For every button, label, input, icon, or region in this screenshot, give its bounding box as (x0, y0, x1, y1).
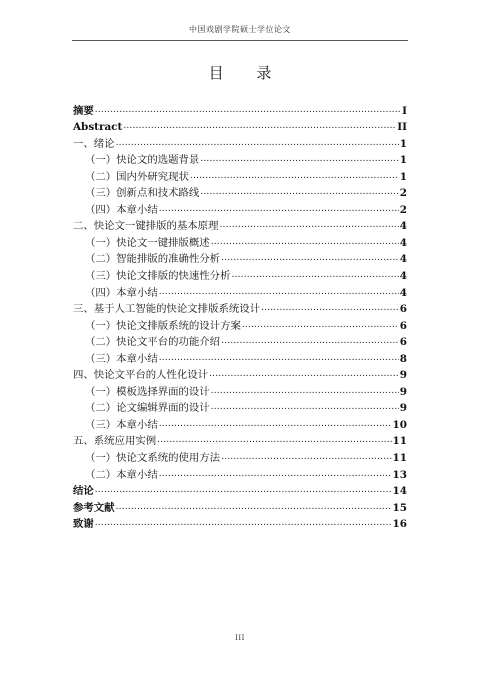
toc-entry[interactable] (73, 249, 407, 266)
dot-leader (116, 139, 399, 148)
toc-entry-page: 1 (399, 137, 407, 150)
toc-entry-label: 本章小结 (116, 203, 158, 216)
toc-entry[interactable] (73, 514, 407, 531)
dot-leader (95, 106, 401, 115)
toc-entry-page: 9 (399, 385, 407, 398)
dot-leader (159, 354, 399, 363)
toc-entry-label: 结论 (73, 485, 94, 498)
toc-entry-number: （二） (85, 402, 117, 415)
dot-leader (200, 155, 398, 164)
toc-title: 目 录 (208, 64, 286, 82)
toc-entry-page: 4 (399, 220, 407, 233)
dot-leader (157, 436, 391, 445)
toc-entry-label: 摘要 (73, 104, 94, 117)
toc-entry[interactable] (73, 232, 407, 249)
toc-entry-label: 快论文平台的人性化设计 (93, 369, 209, 382)
toc-entry-page: 9 (399, 369, 407, 382)
toc-entry[interactable] (73, 100, 407, 117)
dot-leader (159, 420, 392, 429)
toc-entry-label: 本章小结 (116, 418, 158, 431)
toc-entry-number: 一、 (73, 137, 94, 150)
toc-entry-page: 10 (392, 418, 407, 431)
toc-entry-label: 致谢 (73, 518, 94, 531)
toc-entry[interactable] (73, 332, 407, 349)
toc-entry-label: 本章小结 (116, 352, 158, 365)
toc-entry[interactable] (73, 481, 407, 498)
dot-leader (221, 453, 391, 462)
toc-entry-label: 智能排版的准确性分析 (116, 253, 221, 266)
toc-entry[interactable] (73, 348, 407, 365)
toc-entry-label: 基于人工智能的快论文排版系统设计 (93, 303, 261, 316)
toc-entry-page: 6 (399, 336, 407, 349)
toc-entry-page: II (397, 121, 407, 134)
toc-entry-number: （三） (85, 187, 117, 200)
toc-entry[interactable] (73, 447, 407, 464)
toc-entry-number: （四） (85, 203, 117, 216)
toc-entry-label: 模板选择界面的设计 (116, 385, 210, 398)
dot-leader (211, 238, 399, 247)
toc-entry-number: （四） (85, 286, 117, 299)
toc-entry-number: 四、 (73, 369, 94, 382)
toc-entry-page: I (402, 104, 407, 117)
toc-entry-label: 快论文系统的使用方法 (116, 452, 221, 465)
toc-entry[interactable] (73, 299, 407, 316)
dot-leader (159, 205, 399, 214)
toc-entry-label: 快论文一键排版的基本原理 (93, 220, 219, 233)
toc-entry-label: 快论文平台的功能介绍 (116, 336, 221, 349)
toc-entry[interactable] (73, 497, 407, 514)
toc-entry-number: （一） (85, 385, 117, 398)
dot-leader (219, 221, 398, 230)
dot-leader (190, 172, 399, 181)
toc-entry-number: （三） (85, 270, 117, 283)
toc-entry-page: 4 (399, 286, 407, 299)
dot-leader (159, 288, 399, 297)
toc-entry-number: （一） (85, 452, 117, 465)
toc-entry-page: 4 (399, 253, 407, 266)
dot-leader (221, 254, 399, 263)
dot-leader (200, 188, 398, 197)
toc-entry[interactable] (73, 464, 407, 481)
toc-entry-page: 1 (399, 170, 407, 183)
toc-entry[interactable] (73, 431, 407, 448)
toc-entry-label: 国内外研究现状 (116, 170, 189, 183)
toc-entry[interactable] (73, 365, 407, 382)
page-number: III (235, 634, 245, 642)
toc-entry-number: （一） (85, 236, 117, 249)
toc-entry-label: 论文编辑界面的设计 (116, 402, 210, 415)
toc-entry-page: 11 (392, 452, 407, 465)
toc-entry-label: 快论文的选题背景 (116, 154, 200, 167)
toc-entry[interactable] (73, 133, 407, 150)
dot-leader (209, 370, 399, 379)
toc-entry[interactable] (73, 216, 407, 233)
toc-entry[interactable] (73, 166, 407, 183)
toc-entry-page: 1 (399, 154, 407, 167)
toc-entry-page: 9 (399, 402, 407, 415)
toc-entry-page: 2 (399, 203, 407, 216)
toc-entry[interactable] (73, 282, 407, 299)
toc-entry-label: Abstract (73, 121, 123, 134)
toc-entry-page: 16 (392, 518, 407, 531)
dot-leader (95, 519, 392, 528)
toc-entry-number: （三） (85, 418, 117, 431)
toc-entry-number: （二） (85, 468, 117, 481)
toc-entry-number: （二） (85, 170, 117, 183)
toc-entry-number: （三） (85, 352, 117, 365)
toc-entry[interactable] (73, 183, 407, 200)
toc-entry-page: 4 (399, 270, 407, 283)
toc-entry[interactable] (73, 381, 407, 398)
toc-entry-label: 绪论 (93, 137, 115, 150)
toc-entry[interactable] (73, 315, 407, 332)
toc-entry-number: （一） (85, 154, 117, 167)
toc-entry-page: 13 (392, 468, 407, 481)
toc-entry-label: 参考文献 (73, 501, 115, 514)
dot-leader (123, 122, 396, 131)
toc-entry-page: 4 (399, 236, 407, 249)
toc-entry-page: 2 (399, 187, 407, 200)
dot-leader (116, 503, 392, 512)
toc-entry[interactable] (73, 265, 407, 282)
table-of-contents (73, 100, 407, 530)
toc-entry-number: （一） (85, 319, 117, 332)
toc-entry[interactable] (73, 199, 407, 216)
toc-entry-page: 11 (392, 435, 407, 448)
dot-leader (211, 403, 399, 412)
dot-leader (95, 486, 392, 495)
toc-entry-label: 快论文一键排版概述 (116, 236, 210, 249)
dot-leader (211, 387, 399, 396)
toc-entry-number: 五、 (73, 435, 94, 448)
toc-entry-label: 快论文排版的快速性分析 (116, 270, 231, 283)
toc-entry[interactable] (73, 117, 407, 134)
toc-entry[interactable] (73, 150, 407, 167)
toc-entry-number: （二） (85, 336, 117, 349)
dot-leader (159, 470, 392, 479)
toc-entry-page: 6 (399, 319, 407, 332)
toc-entry-page: 8 (399, 352, 407, 365)
toc-entry[interactable] (73, 414, 407, 431)
toc-entry-number: 二、 (73, 220, 94, 233)
toc-entry-label: 本章小结 (116, 468, 158, 481)
toc-entry-label: 本章小结 (116, 286, 158, 299)
dot-leader (261, 304, 399, 313)
toc-entry-page: 6 (399, 303, 407, 316)
dot-leader (221, 337, 399, 346)
dot-leader (242, 321, 399, 330)
toc-entry-page: 15 (392, 501, 407, 514)
running-header: 中国戏剧学院硕士学位论文 (189, 25, 291, 34)
toc-entry-number: 三、 (73, 303, 94, 316)
toc-entry-number: （二） (85, 253, 117, 266)
toc-entry-label: 创新点和技术路线 (116, 187, 200, 200)
toc-entry-label: 系统应用实例 (93, 435, 157, 448)
toc-entry[interactable] (73, 398, 407, 415)
header-rule (72, 40, 408, 41)
toc-entry-label: 快论文排版系统的设计方案 (116, 319, 241, 332)
dot-leader (231, 271, 398, 280)
toc-entry-page: 14 (392, 485, 407, 498)
